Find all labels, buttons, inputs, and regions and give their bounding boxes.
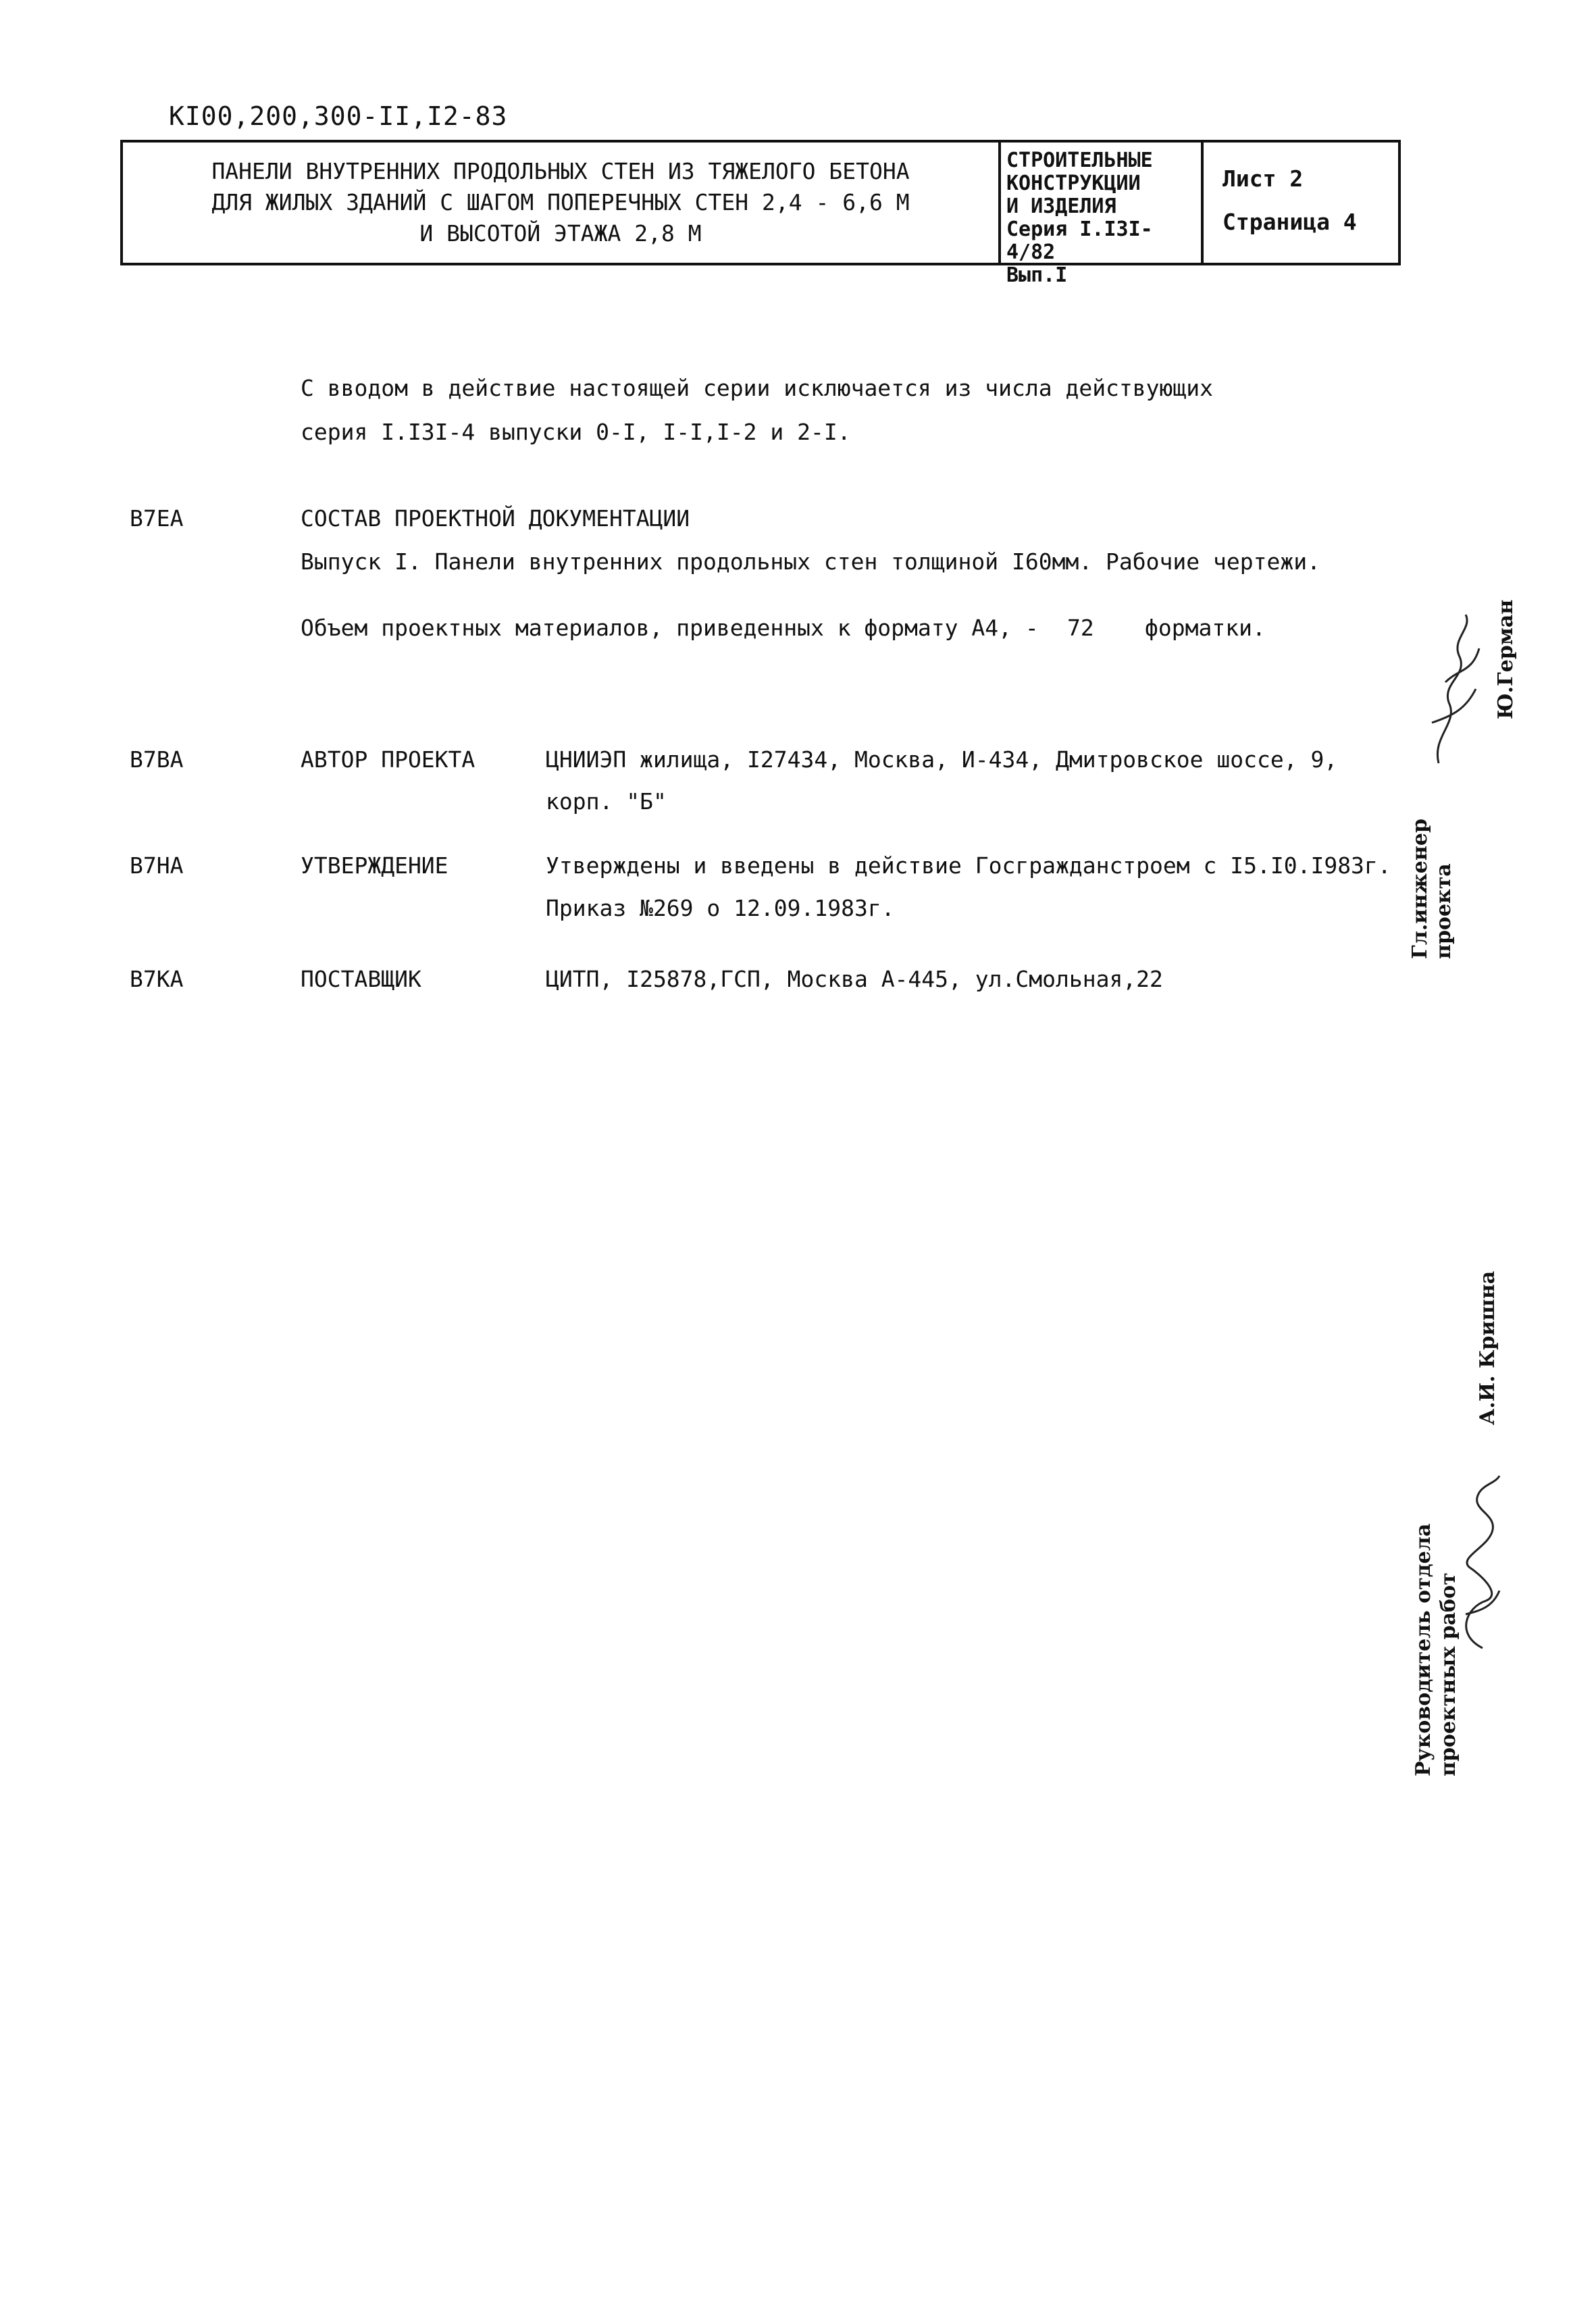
title-block-series (1001, 143, 1204, 287)
composition-volume-count: 72 (1067, 615, 1094, 641)
intro-line-2: серия I.I3I-4 выпуски 0-I, I-I,I-2 и 2-I. (301, 419, 851, 445)
composition-code: В7ЕА (130, 505, 184, 532)
chief-engineer-signature (1412, 608, 1486, 770)
title-line: И ВЫСОТОЙ ЭТАЖА 2,8 М (419, 220, 702, 247)
head-title-1: Руководитель отдела (1412, 1523, 1435, 1776)
title-line: ПАНЕЛИ ВНУТРЕННИХ ПРОДОЛЬНЫХ СТЕН ИЗ ТЯЖЕЛОГО БЕТОНА (211, 158, 910, 184)
document-code: КI00,200,300-II,I2-83 (169, 101, 508, 131)
title-line: ДЛЯ ЖИЛЫХ ЗДАНИЙ С ШАГОМ ПОПЕРЕЧНЫХ СТЕН 2,4 - 6,6 М (211, 189, 910, 215)
chief-engineer-name: Ю.Герман (1494, 599, 1518, 719)
approval-line-1: Утверждены и введены в действие Госгражданстроем с I5.I0.I983г. (546, 852, 1391, 879)
sheet-number: Лист 2 (1222, 165, 1304, 192)
composition-issue: Выпуск I. Панели внутренних продольных стен толщиной I60мм. Рабочие чертежи. (301, 548, 1320, 575)
title-block (120, 140, 1401, 287)
author-code: В7ВА (130, 746, 184, 773)
composition-heading: СОСТАВ ПРОЕКТНОЙ ДОКУМЕНТАЦИИ (301, 505, 690, 532)
head-name: А.И. Кришна (1476, 1270, 1499, 1425)
head-title-2: проектных работ (1437, 1572, 1460, 1776)
composition-volume-unit: форматки. (1145, 615, 1266, 641)
composition-volume-prefix: Объем проектных материалов, приведенных к формату А4, - (301, 615, 1039, 641)
approval-line-2: Приказ №269 о 12.09.1983г. (546, 895, 895, 921)
page-number: Страница 4 (1222, 209, 1357, 235)
supplier-line-1: ЦИТП, I25878,ГСП, Москва А-445, ул.Смольная,22 (546, 966, 1163, 992)
chief-engineer-title-1: Гл.инженер (1408, 819, 1432, 959)
title-block-sheet (1204, 143, 1401, 263)
series-line: И ИЗДЕЛИЯ (1006, 195, 1116, 218)
author-line-1: ЦНИИЭП жилища, I27434, Москва, И-434, Дмитровское шоссе, 9, (546, 746, 1338, 773)
series-line: Вып.I (1006, 263, 1068, 287)
title-block-title (123, 143, 1001, 263)
intro-line-1: С вводом в действие настоящей серии исключается из числа действующих (301, 375, 1214, 401)
supplier-code: В7КА (130, 966, 184, 992)
author-label: АВТОР ПРОЕКТА (301, 746, 475, 773)
head-signature (1442, 1472, 1510, 1655)
chief-engineer-title-2: проекта (1432, 863, 1456, 959)
series-line: КОНСТРУКЦИИ (1006, 172, 1141, 195)
series-line: СТРОИТЕЛЬНЫЕ (1006, 149, 1153, 172)
approval-label: УТВЕРЖДЕНИЕ (301, 852, 448, 879)
supplier-label: ПОСТАВЩИК (301, 966, 421, 992)
series-line: Серия I.I3I-4/82 (1006, 217, 1153, 264)
author-line-2: корп. "Б" (546, 788, 667, 815)
approval-code: В7НА (130, 852, 184, 879)
